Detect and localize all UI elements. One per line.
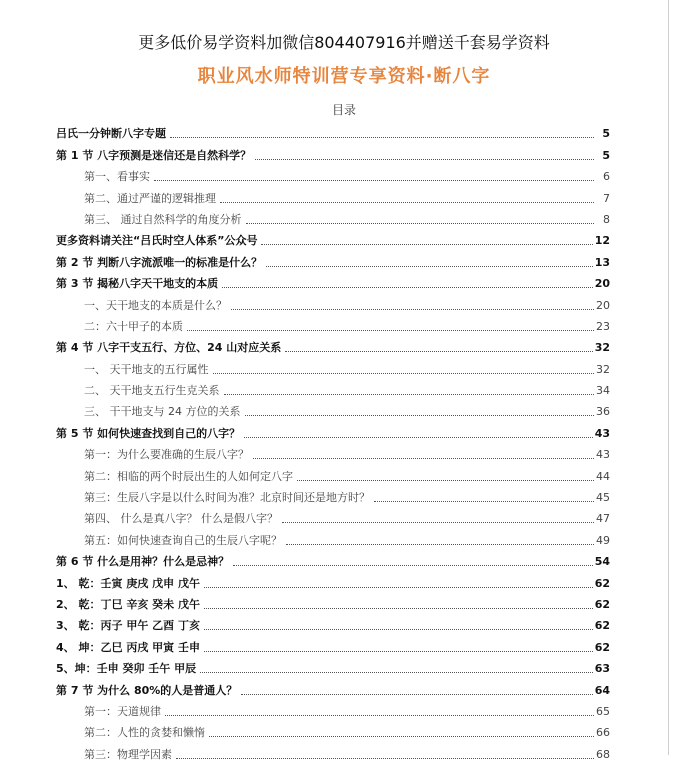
toc-entry-label: 4、 坤：乙巳 丙戌 甲寅 壬申 (56, 640, 200, 654)
toc-entry[interactable] (56, 740, 610, 761)
toc-entry[interactable] (56, 355, 610, 376)
toc-leader-dots (286, 544, 594, 545)
toc-entry[interactable] (56, 612, 610, 633)
toc-entry-label: 第二：人性的贪婪和懒惰 (84, 726, 205, 740)
toc-entry-label: 一、天干地支的本质是什么？ (84, 298, 227, 312)
toc-entry-label: 2、 乾：丁巳 辛亥 癸未 戊午 (56, 597, 200, 611)
toc-leader-dots (176, 758, 594, 759)
toc-leader-dots (222, 287, 593, 288)
toc-heading: 目录 (331, 103, 356, 117)
toc-entry-label: 5、坤：壬申 癸卯 壬午 甲辰 (56, 662, 197, 676)
toc-leader-dots (253, 458, 594, 459)
toc-leader-dots (245, 415, 595, 416)
toc-entry[interactable] (56, 526, 610, 547)
toc-entry-page: 68 (596, 747, 610, 761)
toc-entry-page: 20 (596, 298, 610, 312)
toc-leader-dots (204, 651, 593, 652)
toc-entry[interactable] (56, 270, 610, 291)
toc-entry[interactable] (56, 655, 610, 676)
toc-leader-dots (297, 480, 594, 481)
toc-entry-label: 第 2 节 判断八字流派唯一的标准是什么？ (56, 255, 263, 269)
toc-leader-dots (282, 522, 594, 523)
toc-entry[interactable] (56, 313, 610, 334)
toc-entry[interactable] (56, 248, 610, 269)
toc-entry-label: 第三、 通过自然科学的角度分析 (84, 212, 242, 226)
toc-entry[interactable] (56, 120, 610, 141)
toc-leader-dots (233, 565, 593, 566)
toc-entry-page: 45 (596, 491, 610, 505)
toc-entry[interactable] (56, 206, 610, 227)
toc-entry-page: 63 (594, 662, 610, 676)
toc-entry[interactable] (56, 462, 610, 483)
toc-entry-label: 第 1 节 八字预测是迷信还是自然科学？ (56, 148, 252, 162)
toc-entry-label: 一、 天干地支的五行属性 (84, 362, 209, 376)
toc-entry[interactable] (56, 291, 610, 312)
toc-entry-page: 6 (603, 170, 610, 184)
toc-leader-dots (204, 629, 593, 630)
table-of-contents (56, 120, 610, 762)
toc-entry-label: 第一：天道规律 (84, 704, 161, 718)
toc-entry-label: 第 4 节 八字干支五行、方位、24 山对应关系 (56, 341, 282, 355)
toc-leader-dots (224, 394, 595, 395)
toc-entry[interactable] (56, 633, 610, 654)
toc-entry-label: 二、 天干地支五行生克关系 (84, 384, 220, 398)
promo-banner: 更多低价易学资料加微信804407916并赠送千套易学资料 (138, 33, 550, 52)
toc-leader-dots (213, 373, 595, 374)
toc-entry[interactable] (56, 227, 610, 248)
toc-entry-page: 5 (602, 148, 610, 162)
toc-entry-page: 43 (594, 426, 610, 440)
toc-entry-page: 5 (602, 127, 610, 141)
toc-entry-page: 54 (594, 555, 610, 569)
toc-entry-page: 66 (596, 726, 610, 740)
toc-entry-page: 62 (594, 576, 610, 590)
toc-leader-dots (220, 202, 594, 203)
toc-entry[interactable] (56, 419, 610, 440)
toc-entry-label: 第三：生辰八字是以什么时间为准？北京时间还是地方时？ (84, 491, 370, 505)
toc-entry-label: 第 7 节 为什么 80%的人是普通人？ (56, 683, 238, 697)
toc-leader-dots (204, 608, 593, 609)
document-title: 职业风水师特训营专享资料·断八字 (197, 66, 491, 87)
toc-entry[interactable] (56, 141, 610, 162)
toc-entry-label: 第 3 节 揭秘八字天干地支的本质 (56, 277, 219, 291)
toc-entry-page: 32 (594, 341, 610, 355)
toc-entry-label: 第一：为什么要准确的生辰八字？ (84, 448, 249, 462)
toc-entry-label: 3、 乾：丙子 甲午 乙酉 丁亥 (56, 619, 200, 633)
toc-entry-page: 23 (596, 319, 610, 333)
toc-entry-page: 62 (594, 619, 610, 633)
toc-entry-label: 1、 乾：壬寅 庚戌 戊申 戊午 (56, 576, 200, 590)
toc-leader-dots (241, 694, 592, 695)
toc-entry[interactable] (56, 591, 610, 612)
toc-entry-label: 第三：物理学因素 (84, 747, 172, 761)
toc-entry-page: 44 (596, 469, 610, 483)
toc-entry-page: 62 (594, 597, 610, 611)
toc-entry[interactable] (56, 398, 610, 419)
toc-entry-label: 第四、 什么是真八字？ 什么是假八字？ (84, 512, 278, 526)
toc-entry[interactable] (56, 441, 610, 462)
toc-leader-dots (165, 715, 594, 716)
toc-entry-label: 第二、通过严谨的逻辑推理 (84, 191, 216, 205)
toc-entry-page: 65 (596, 704, 610, 718)
toc-leader-dots (154, 180, 594, 181)
toc-entry-page: 13 (594, 255, 610, 269)
toc-leader-dots (255, 159, 594, 160)
toc-entry-label: 第一、看事实 (84, 170, 150, 184)
toc-leader-dots (231, 309, 594, 310)
toc-entry-page: 34 (596, 384, 610, 398)
toc-entry-page: 12 (594, 234, 610, 248)
toc-entry-label: 三、 干干地支与 24 方位的关系 (84, 405, 241, 419)
toc-entry-page: 43 (596, 448, 610, 462)
toc-entry[interactable] (56, 484, 610, 505)
toc-entry-label: 吕氏一分钟断八字专题 (56, 127, 166, 141)
toc-leader-dots (261, 244, 592, 245)
toc-entry[interactable] (56, 334, 610, 355)
toc-entry-page: 47 (596, 512, 610, 526)
toc-entry-page: 36 (596, 405, 610, 419)
toc-entry-page: 8 (603, 212, 610, 226)
toc-entry-page: 32 (596, 362, 610, 376)
toc-entry[interactable] (56, 698, 610, 719)
toc-leader-dots (209, 736, 594, 737)
toc-leader-dots (266, 266, 593, 267)
toc-leader-dots (246, 223, 595, 224)
toc-entry[interactable] (56, 163, 610, 184)
toc-entry[interactable] (56, 184, 610, 205)
toc-entry[interactable] (56, 676, 610, 697)
toc-entry[interactable] (56, 377, 610, 398)
toc-entry[interactable] (56, 719, 610, 740)
toc-entry-label: 第二：相临的两个时辰出生的人如何定八字 (84, 469, 293, 483)
toc-entry-page: 64 (594, 683, 610, 697)
toc-leader-dots (285, 351, 592, 352)
toc-entry-label: 第 5 节 如何快速查找到自己的八字？ (56, 426, 241, 440)
toc-entry[interactable] (56, 505, 610, 526)
toc-leader-dots (244, 437, 593, 438)
toc-entry-label: 第五：如何快速查询自己的生辰八字呢？ (84, 533, 282, 547)
toc-entry-label: 第 6 节 什么是用神？什么是忌神？ (56, 555, 230, 569)
toc-entry-page: 20 (594, 277, 610, 291)
toc-entry[interactable] (56, 569, 610, 590)
toc-leader-dots (200, 672, 593, 673)
toc-leader-dots (187, 330, 594, 331)
toc-entry-label: 更多资料请关注“吕氏时空人体系”公众号 (56, 234, 258, 248)
toc-entry-page: 49 (596, 533, 610, 547)
toc-entry-label: 二：六十甲子的本质 (84, 319, 183, 333)
toc-entry[interactable] (56, 548, 610, 569)
toc-leader-dots (374, 501, 594, 502)
toc-entry-page: 7 (603, 191, 610, 205)
toc-leader-dots (170, 137, 594, 138)
toc-leader-dots (204, 587, 593, 588)
toc-entry-page: 62 (594, 640, 610, 654)
